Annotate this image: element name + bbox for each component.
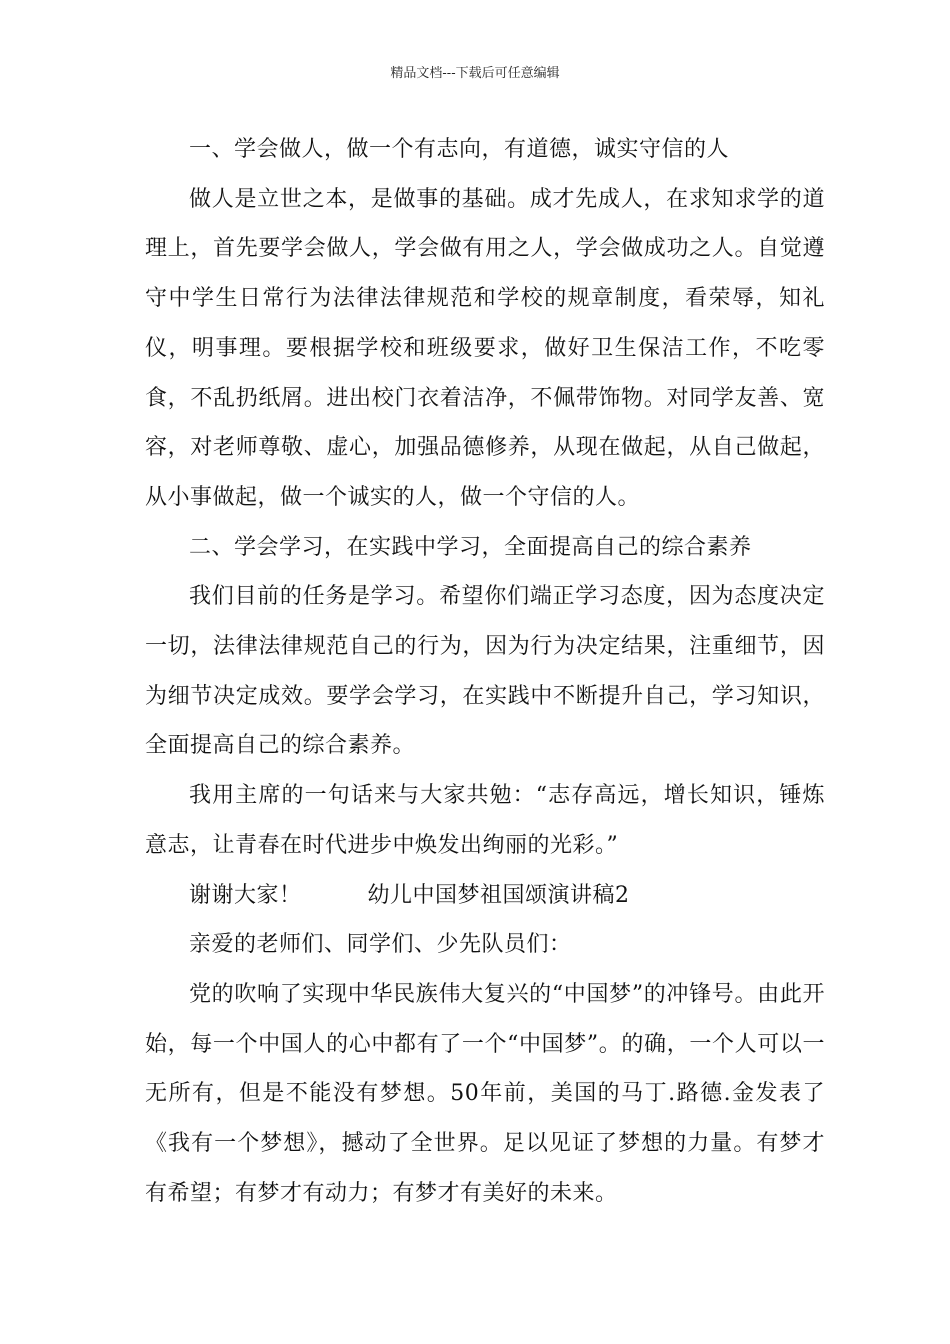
section-heading-2: 二、学会学习，在实践中学习，全面提高自己的综合素养 [189, 534, 752, 560]
page-header: 精品文档---下载后可任意编辑 [390, 66, 560, 81]
next-speech-title: 幼儿中国梦祖国颂演讲稿2 [367, 882, 630, 908]
section-heading-1: 一、学会做人，做一个有志向，有道德，诚实守信的人 [189, 137, 730, 162]
thanks-line [145, 871, 825, 921]
paragraph-3: 我用主席的一句话来与大家共勉：“志存高远，增长知识，锤炼意志，让青春在时代进步中焕发出绚丽的光彩。” [145, 783, 825, 858]
document-body [145, 125, 825, 1218]
paragraph-4: 党的吹响了实现中华民族伟大复兴的“中国梦”的冲锋号。由此开始，每一个中国人的心中都有了一个“中国梦”。的确，一个人可以一无所有，但是不能没有梦想。50年前，美国的马丁.路德.金发表了《我有一个梦想》，撼动了全世界。足以见证了梦想的力量。有梦才有希望；有梦才有动力；有梦才有美好的未来。 [145, 981, 825, 1206]
paragraph-1: 做人是立世之本，是做事的基础。成才先成人，在求知求学的道理上，首先要学会做人，学会做有用之人，学会做成功之人。自觉遵守中学生日常行为法律法律规范和学校的规章制度，看荣辱，知礼仪，明事理。要根据学校和班级要求，做好卫生保洁工作，不吃零食，不乱扔纸屑。进出校门衣着洁净，不佩带饰物。对同学友善、宽容，对老师尊敬、虚心，加强品德修养，从现在做起，从自己做起，从小事做起，做一个诚实的人，做一个守信的人。 [145, 186, 825, 510]
thanks-text: 谢谢大家！ [189, 882, 302, 908]
greeting: 亲爱的老师们、同学们、少先队员们： [189, 932, 572, 958]
paragraph-2: 我们目前的任务是学习。希望你们端正学习态度，因为态度决定一切，法律法律规范自己的行为，因为行为决定结果，注重细节，因为细节决定成效。要学会学习，在实践中不断提升自己，学习知识，全面提高自己的综合素养。 [145, 584, 825, 759]
